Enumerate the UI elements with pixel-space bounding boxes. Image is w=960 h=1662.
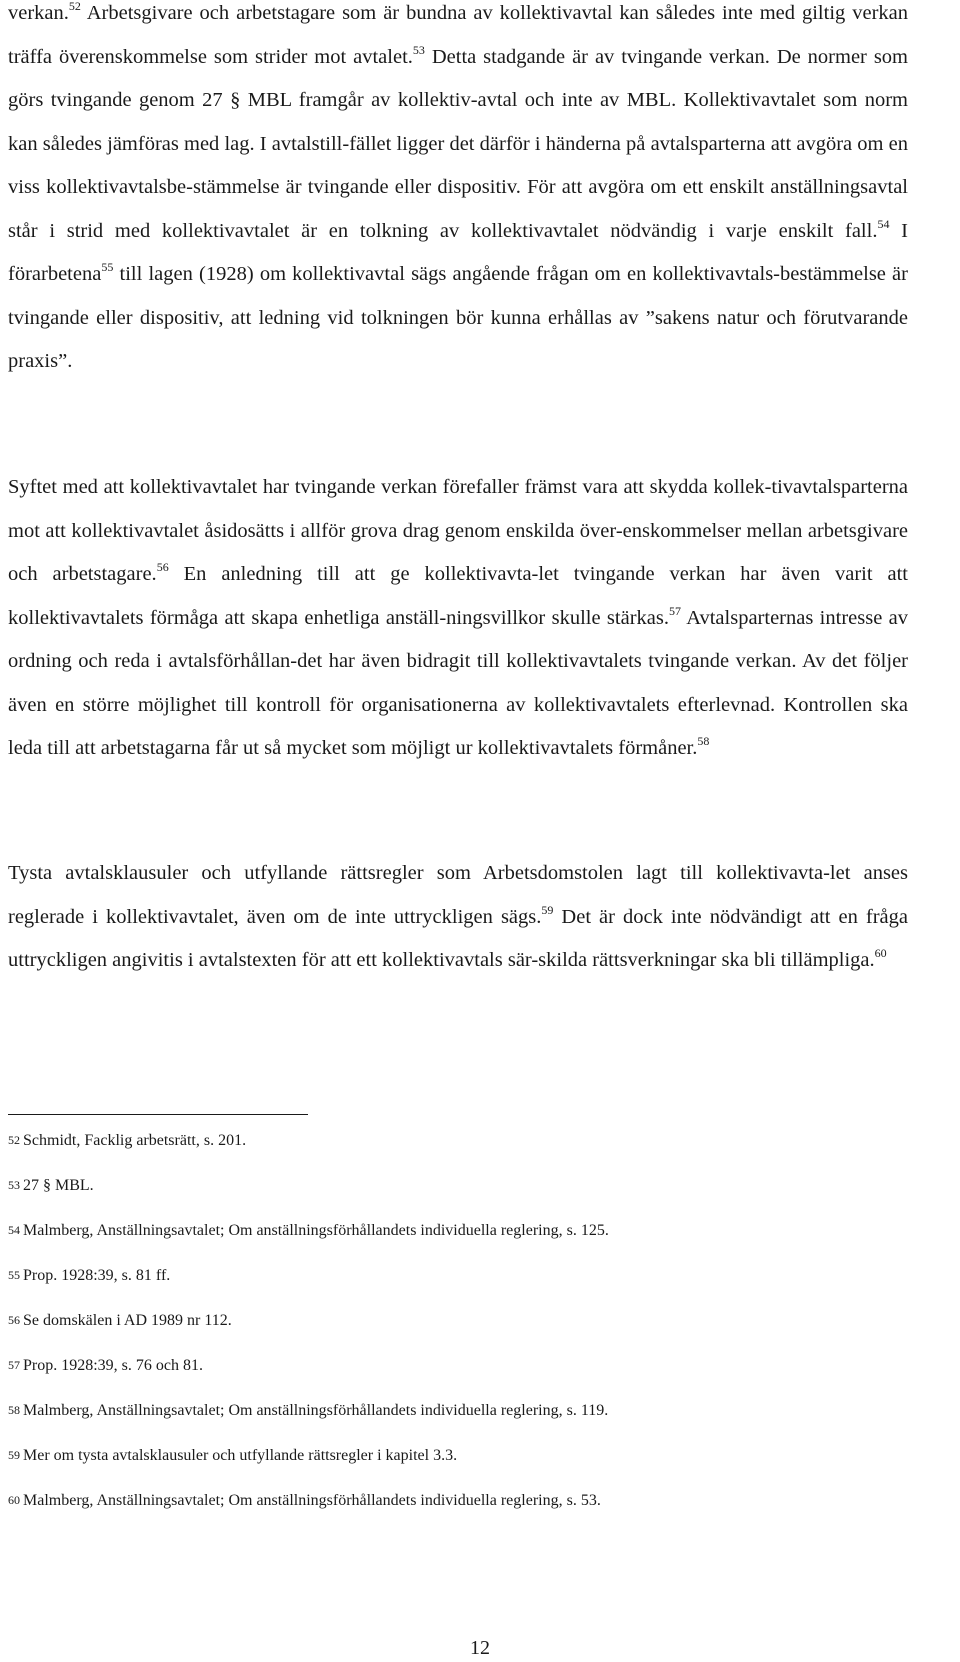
footnote-list	[8, 1130, 908, 1535]
footnote-52	[8, 1130, 908, 1175]
text-run: Tysta avtalsklausuler och utfyllande rättsregler som Arbetsdomstolen lagt till kollektivavta-let anses reglerade i kollektivavtalet, även om de inte uttryckligen sägs.	[8, 862, 908, 928]
body-paragraph-2	[8, 466, 908, 771]
text-run: Syftet med att kollektivavtalet har tvingande verkan förefaller främst vara att skydda kollek-tivavtalsparterna mot att kollektivavtalet åsidosätts i allför grova drag genom enskilda över-enskommelser mellan arbetsgivare och arbetstagare.	[8, 476, 908, 585]
footnote-ref-60[interactable]: 60	[874, 946, 887, 960]
footnote-text: Prop. 1928:39, s. 76 och 81.	[23, 1357, 203, 1374]
footnote-text: 27 § MBL.	[23, 1177, 94, 1194]
footnote-ref-58[interactable]: 58	[697, 734, 710, 748]
text-run: Avtalsparternas intresse av ordning och reda i avtalsförhållan-det har även bidragit till kollektivavtalets tvingande verkan. Av det följer även en större möjlighet till kontroll för organisationerna av kollektivavtalets efterlevnad. Kontrollen ska leda till att arbetstagarna får ut så mycket som möjligt ur kollektivavtalets förmåner.	[8, 606, 908, 759]
footnote-number: 53	[8, 1178, 20, 1192]
footnote-60	[8, 1490, 908, 1535]
body-paragraph-3	[8, 852, 908, 983]
footnote-ref-54[interactable]: 54	[877, 216, 890, 231]
footnote-55	[8, 1265, 908, 1310]
footnote-ref-53[interactable]: 53	[412, 42, 425, 57]
footnote-text: Mer om tysta avtalsklausuler och utfyllande rättsregler i kapitel 3.3.	[23, 1447, 458, 1464]
footnote-number: 57	[8, 1358, 20, 1372]
footnote-59	[8, 1445, 908, 1490]
footnote-ref-56[interactable]: 56	[156, 560, 169, 574]
footnote-text: Se domskälen i AD 1989 nr 112.	[23, 1312, 232, 1329]
footnote-56	[8, 1310, 908, 1355]
footnote-53	[8, 1175, 908, 1220]
footnote-57	[8, 1355, 908, 1400]
text-run: verkan.	[8, 2, 69, 24]
page-number: 12	[470, 1637, 490, 1659]
footnote-ref-52[interactable]: 52	[68, 0, 81, 13]
text-run: till lagen (1928) om kollektivavtal sägs angående frågan om en kollektivavtals-bestämmelse är tvingande eller dispositiv, att ledning vid tolkningen bör kunna erhållas av ”sakens natur och förutvarande praxis”.	[8, 263, 908, 372]
text-run: En anledning till att ge kollektivavta-let tvingande verkan har även varit att kollektivavtalets förmåga att skapa enhetliga anställ-ningsvillkor skulle stärkas.	[8, 563, 908, 629]
footnote-text: Malmberg, Anställningsavtalet; Om anställningsförhållandets individuella reglering, s. 125.	[23, 1222, 609, 1239]
footnote-ref-55[interactable]: 55	[101, 260, 114, 274]
footnote-text: Schmidt, Facklig arbetsrätt, s. 201.	[23, 1132, 247, 1149]
footnote-number: 58	[8, 1403, 20, 1417]
footnote-text: Malmberg, Anställningsavtalet; Om anställningsförhållandets individuella reglering, s. 53.	[23, 1492, 601, 1509]
footnote-number: 55	[8, 1268, 20, 1282]
body-paragraph-1	[8, 0, 908, 384]
footnote-text: Prop. 1928:39, s. 81 ff.	[23, 1267, 171, 1284]
footnote-ref-57[interactable]: 57	[668, 603, 681, 618]
footnote-separator	[8, 1114, 308, 1115]
text-run: Det är dock inte nödvändigt att en fråga uttryckligen angivitis i avtalstexten för att ett kollektivavtals sär-skilda rättsverkningar ska bli tillämpliga.	[8, 905, 908, 971]
footnote-text: Malmberg, Anställningsavtalet; Om anställningsförhållandets individuella reglering, s. 119.	[23, 1402, 609, 1419]
text-run: Arbetsgivare och arbetstagare som är bundna av kollektivavtal kan således inte med giltig verkan träffa överenskommelse som strider mot avtalet.	[8, 2, 908, 68]
footnote-number: 52	[8, 1133, 20, 1147]
footnote-ref-59[interactable]: 59	[541, 902, 554, 917]
footnote-58	[8, 1400, 908, 1445]
footnote-number: 59	[8, 1448, 20, 1462]
footnote-number: 60	[8, 1493, 20, 1507]
footnote-number: 56	[8, 1313, 20, 1327]
text-run: Detta stadgande är av tvingande verkan. De normer som görs tvingande genom 27 § MBL framgår av kollektiv-avtal och inte av MBL. Kollektivavtalet som norm kan således jämföras med lag. I avtalstill-fället ligger det därför i händerna på avtalsparterna att avgöra om en viss kollektivavtalsbe-stämmelse är tvingande eller dispositiv. För att avgöra om ett enskilt anställningsavtal står i strid med kollektivavtalet är en tolkning av kollektivavtalet nödvändig i varje enskilt fall.	[8, 45, 908, 242]
footnote-number: 54	[8, 1223, 20, 1237]
text-run: I förarbetena	[8, 219, 909, 285]
footnote-54	[8, 1220, 908, 1265]
